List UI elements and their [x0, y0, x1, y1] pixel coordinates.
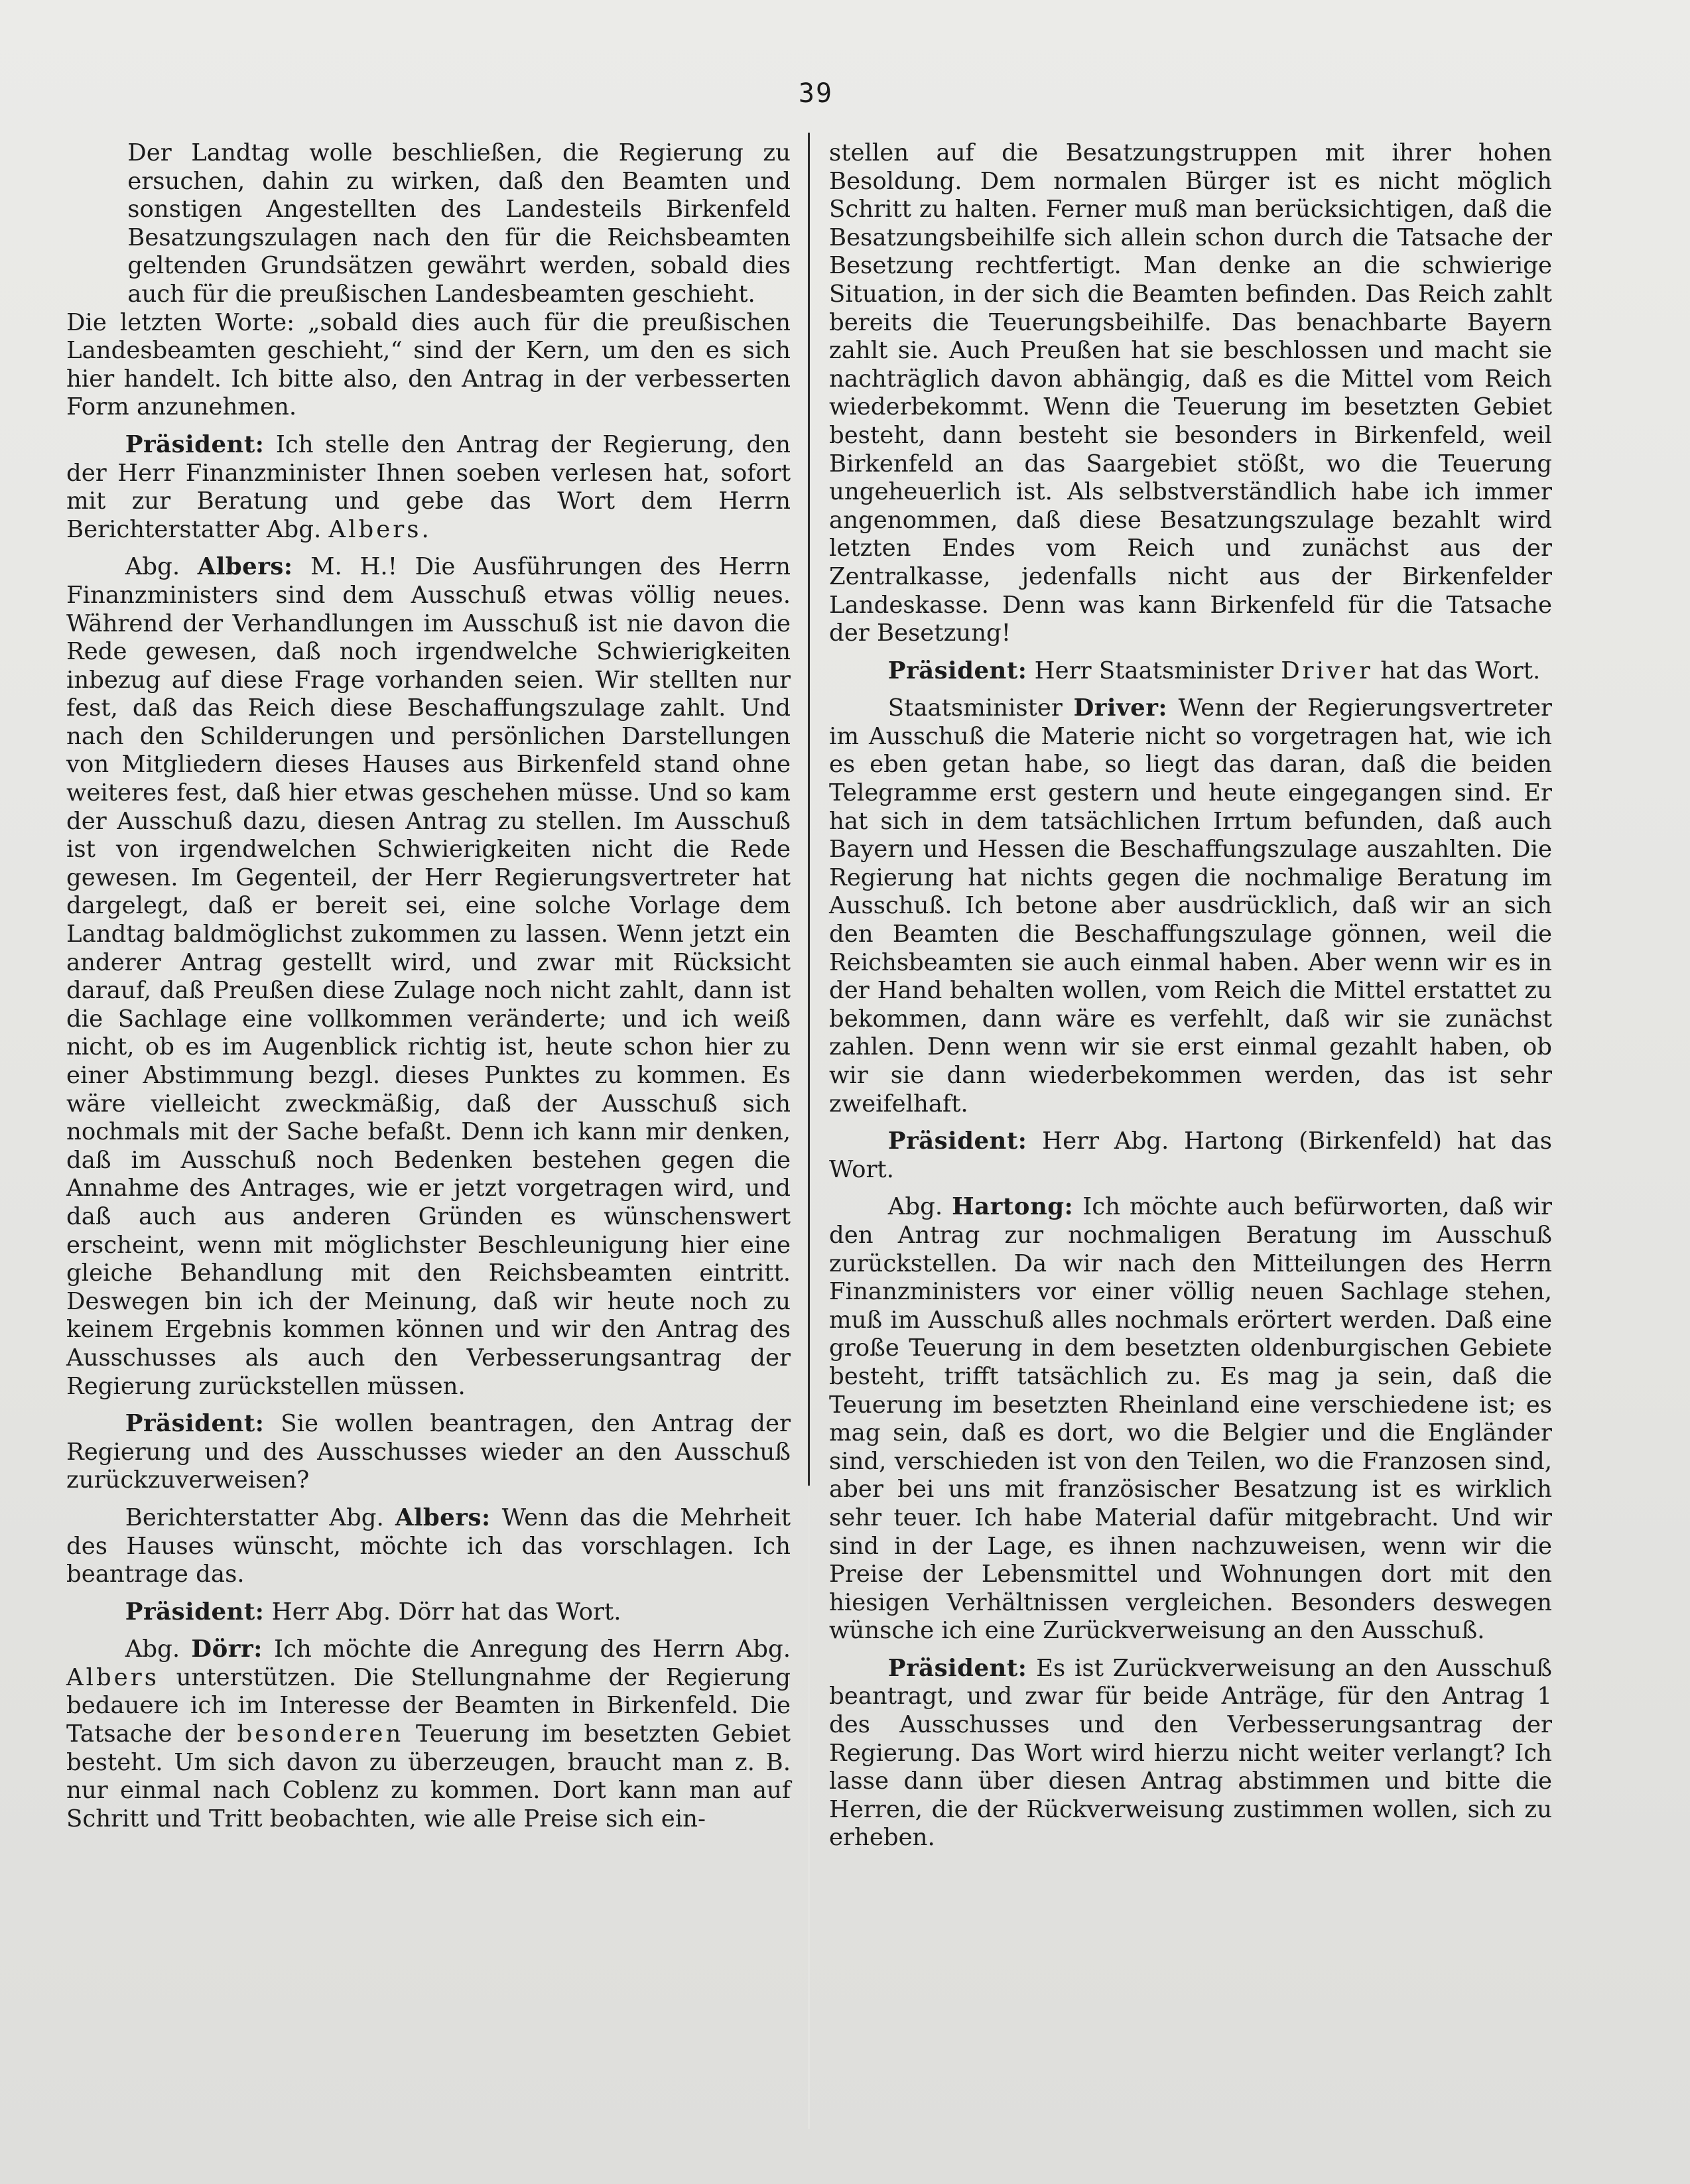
- speaker-label: Dörr:: [191, 1636, 263, 1663]
- speaker-label: Albers:: [395, 1504, 491, 1531]
- speech-text: Herr Abg. Dörr hat das Wort.: [264, 1598, 621, 1626]
- page-number: 39: [798, 78, 834, 109]
- speech-text: Wenn das die Mehrheit des Hauses wünscht, möchte ich das vorschlagen. Ich beantrage das.: [66, 1504, 791, 1588]
- speaker-label: Hartong:: [952, 1193, 1074, 1221]
- speaker-label: Präsident:: [887, 1127, 1027, 1155]
- right-column: [829, 139, 1552, 1852]
- speech-text: Wenn der Regierungsvertreter im Ausschuß die Materie nicht so vorgetragen hat, wie ich es eben getan habe, so liegt das daran, daß die beiden Telegramme erst gestern und heute eingegangen sind. Er hat sich in dem tatsächlichen Irrtum befunden, daß auch Bayern und Hessen die Beschaffungszulage auszahlten. Die Regierung hat nichts gegen die nochmalige Beratung im Ausschuß. Ich betone aber ausdrücklich, daß wir an sich den Beamten die Beschaffungszulage gönnen, weil die Reichsbeamten sie auch einmal haben. Aber wenn wir es in der Hand behalten wollen, vom Reich die Mittel erstattet zu bekommen, dann wäre es verfehlt, daß wir sie zunächst zahlen. Denn wenn wir sie erst einmal gezahlt haben, ob wir sie dann wiederbekommen werden, das ist sehr zweifelhaft.: [829, 694, 1553, 1118]
- speaker-prefix: Abg.: [125, 553, 198, 581]
- speech-text: Herr Staatsminister: [1027, 657, 1281, 684]
- motion-text: Der Landtag wolle beschließen, die Regierung zu ersuchen, dahin zu wirken, daß den Beamten und sonstigen Angestellten des Landesteils Birkenfeld Besatzungszulagen nach den für die Reichsbeamten geltenden Grundsätzen gewährt werden, sobald dies auch für die preußischen Landesbeamten geschieht.: [127, 139, 791, 308]
- speech-text: Ich möchte die Anregung des Herrn Abg.: [262, 1636, 791, 1663]
- paragraph-praesident-2: [66, 1410, 791, 1495]
- member-name: Driver: [1281, 657, 1374, 684]
- speech-text: M. H.! Die Ausführungen des Herrn Finanzministers sind dem Ausschuß etwas völlig neues. Während der Verhandlungen im Ausschuß ist nie davon die Rede gewesen, daß noch irgendwelche Schwierigkeiten inbezug auf diese Frage vorhanden seien. Wir stellten nur fest, daß das Reich diese Beschaffungszulage zahlt. Und nach den Schilderungen und persönlichen Darstellungen von Mitgliedern dieses Hauses aus Birkenfeld stand ohne weiteres fest, daß hier etwas geschehen müsse. Und so kam der Ausschuß dazu, diesen Antrag zu stellen. Im Ausschuß ist von irgendwelchen Schwierigkeiten nicht die Rede gewesen. Im Gegenteil, der Herr Regierungsvertreter hat dargelegt, daß er bereit sei, eine solche Vorlage dem Landtag baldmöglichst zukommen zu lassen. Wenn jetzt ein anderer Antrag gestellt wird, und zwar mit Rücksicht darauf, daß Preußen diese Zulage noch nicht zahlt, dann ist die Sachlage eine vollkommen veränderte; und ich weiß nicht, ob es im Augenblick richtig ist, heute schon hier zu einer Abstimmung bezgl. dieses Punktes zu kommen. Es wäre vielleicht zweckmäßig, daß der Ausschuß sich nochmals mit der Sache befaßt. Denn ich kann mir denken, daß im Ausschuß noch Bedenken bestehen gegen die Annahme des Antrages, wie er jetzt vorgetragen wird, und daß auch aus anderen Gründen es wünschenswert erscheint, wenn mit möglichster Beschleunigung hier eine gleiche Behandlung mit den Reichsbeamten eintritt. Deswegen bin ich der Meinung, daß wir heute noch zu keinem Ergebnis kommen können und wir den Antrag des Ausschusses als auch den Verbesserungsantrag der Regierung zurückstellen müssen.: [66, 553, 791, 1400]
- speaker-label: Präsident:: [125, 1598, 265, 1626]
- speaker-label: Driver:: [1073, 694, 1168, 722]
- member-name: Albers: [328, 515, 422, 543]
- member-name: Albers: [66, 1663, 159, 1691]
- paragraph-albers-2: [66, 1504, 791, 1589]
- speech-end: .: [421, 515, 429, 543]
- speaker-label: Präsident:: [887, 657, 1027, 684]
- emphasis-text: besonderen: [237, 1720, 404, 1748]
- speech-text: Teuerung im besetzten Gebiet besteht. Um sich davon zu überzeugen, braucht man z. B. nur einmal nach Coblenz zu kommen. Dort kann man auf Schritt und Tritt beobachten, wie alle Preise sich ein-: [66, 1720, 791, 1832]
- paragraph-doerr: [66, 1636, 791, 1833]
- paragraph-praesident-1: [66, 431, 791, 544]
- left-column: [66, 139, 791, 1833]
- speech-text: Herr Abg. Hartong (Birkenfeld) hat das Wort.: [829, 1127, 1552, 1183]
- paragraph-doerr-continued: stellen auf die Besatzungstruppen mit ihrer hohen Besoldung. Dem normalen Bürger ist es nicht möglich Schritt zu halten. Ferner muß man berücksichtigen, daß die Besatzungsbeihilfe sich allein schon durch die Tatsache der Besetzung rechtfertigt. Man denke an die schwierige Situation, in der sich die Beamten befinden. Das Reich zahlt bereits die Teuerungsbeihilfe. Das benachbarte Bayern zahlt sie. Auch Preußen hat sie beschlossen und macht sie nachträglich davon abhängig, daß es die Mittel vom Reich wiederbekommt. Wenn die Teuerung im besetzten Gebiet besteht, dann besteht sie besonders in Birkenfeld, weil Birkenfeld an das Saargebiet stößt, wo die Teuerung ungeheuerlich ist. Als selbstverständlich habe ich immer angenommen, daß diese Besatzungszulage bezahlt wird letzten Endes vom Reich und zunächst aus der Zentralkasse, jedenfalls nicht aus der Birkenfelder Landeskasse. Denn was kann Birkenfeld für die Tatsache der Besetzung!: [829, 139, 1552, 647]
- speech-text: Ich möchte auch befürworten, daß wir den Antrag zur nochmaligen Beratung im Ausschuß zurückstellen. Da wir nach den Mitteilungen des Herrn Finanzministers vor einer völlig neuen Sachlage stehen, muß im Ausschuß alles nochmals erörtert werden. Daß eine große Teuerung in dem besetzten oldenburgischen Gebiete besteht, trifft tatsächlich zu. Es mag ja sein, daß die Teuerung im besetzten Rheinland eine verschiedene ist; es mag sein, daß es dort, wo die Belgier und die Engländer sind, verschieden ist von den Teilen, wo die Franzosen sind, aber bei uns mit französischer Besatzung ist es wirklich sehr teuer. Ich habe Material dafür mitgebracht. Und wir sind in der Lage, es ihnen nachzuweisen, wenn wir die Preise der Lebensmittel und Wohnungen dort mit den hiesigen Verhältnissen vergleichen. Besonders deswegen wünsche ich eine Zurückverweisung an den Ausschuß.: [829, 1193, 1553, 1645]
- paragraph-driver: [829, 694, 1552, 1118]
- speech-text: Es ist Zurückverweisung an den Ausschuß beantragt, und zwar für beide Anträge, für den Antrag 1 des Ausschusses und den Verbesserungsantrag der Regierung. Das Wort wird hierzu nicht weiter verlangt? Ich lasse dann über diesen Antrag abstimmen und bitte die Herren, die der Rückverweisung zustimmen wollen, sich zu erheben.: [829, 1654, 1552, 1852]
- paragraph-praesident-5: [829, 1127, 1552, 1184]
- speech-text: Sie wollen beantragen, den Antrag der Regierung und des Ausschusses wieder an den Ausschuß zurückzuverweisen?: [66, 1410, 791, 1494]
- speech-text: Ich stelle den Antrag der Regierung, den der Herr Finanzminister Ihnen soeben verlesen hat, sofort mit zur Beratung und gebe das Wort dem Herrn Berichterstatter Abg.: [66, 430, 791, 543]
- paragraph-last-words: Die letzten Worte: „sobald dies auch für die preußischen Landesbeamten geschieht,“ sind der Kern, um den es sich hier handelt. Ich bitte also, den Antrag in der verbesserten Form anzunehmen.: [66, 308, 791, 421]
- column-divider: [808, 133, 810, 2129]
- paragraph-praesident-3: [66, 1598, 791, 1627]
- speaker-label: Präsident:: [887, 1654, 1027, 1682]
- speech-text: hat das Wort.: [1373, 657, 1541, 684]
- speaker-label: Präsident:: [125, 1410, 265, 1438]
- speaker-label: Präsident:: [125, 430, 265, 458]
- speech-text: unterstützen. Die Stellungnahme der Regierung bedauere ich im Interesse der Beamten in Birkenfeld. Die Tatsache der: [66, 1663, 791, 1748]
- speaker-prefix: Abg.: [887, 1193, 952, 1221]
- speaker-prefix: Staatsminister: [887, 694, 1074, 722]
- paragraph-praesident-6: [829, 1655, 1552, 1852]
- paragraph-albers-1: [66, 553, 791, 1401]
- speaker-label: Albers:: [197, 553, 293, 581]
- paragraph-praesident-4: [829, 657, 1552, 686]
- speaker-prefix: Abg.: [125, 1636, 192, 1663]
- speaker-prefix: Berichterstatter Abg.: [125, 1504, 395, 1531]
- paragraph-hartong: [829, 1193, 1552, 1645]
